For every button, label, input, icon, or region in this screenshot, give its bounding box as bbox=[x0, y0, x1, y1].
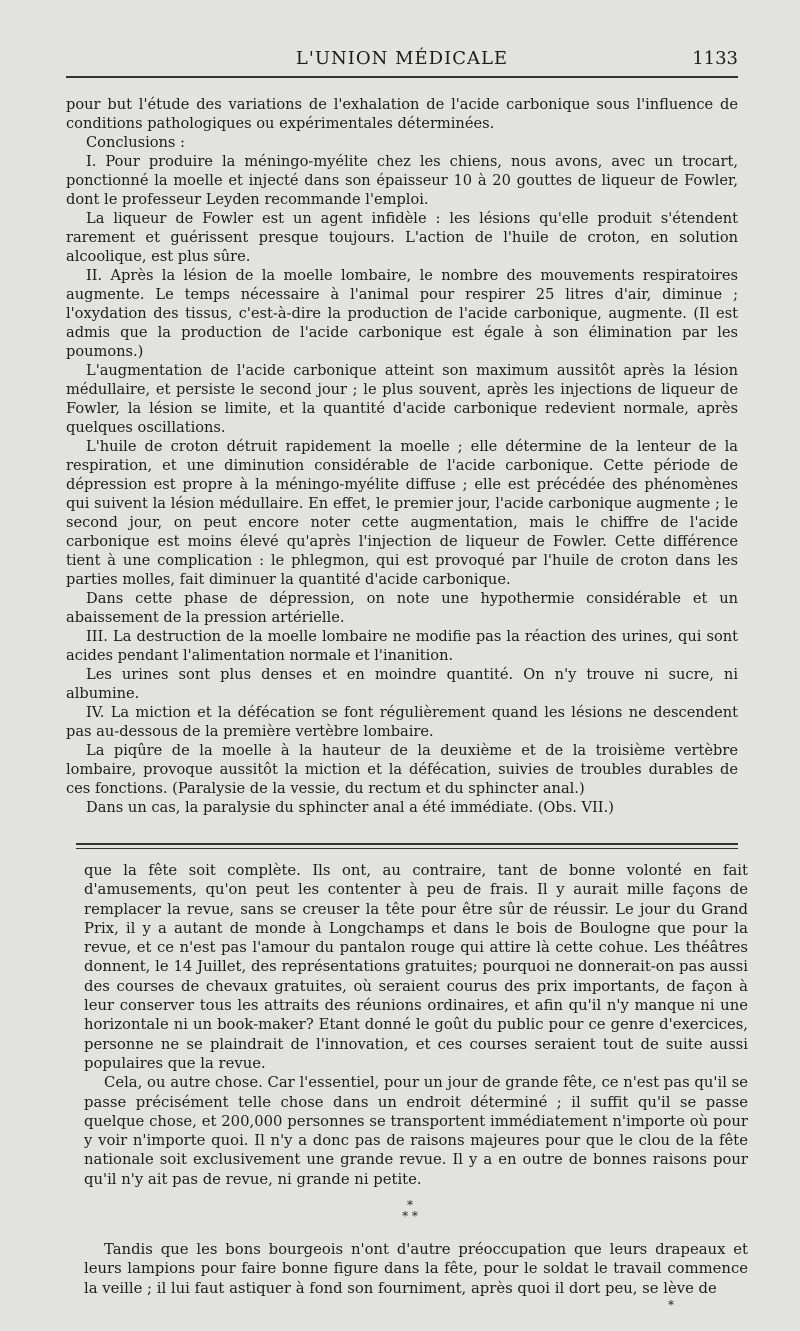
paragraph: III. La destruction de la moelle lombaire ne modifie pas la réaction des urines, qui sont acides pendant l'alimentation normale et l'inanition. bbox=[66, 628, 738, 664]
paragraph: pour but l'étude des variations de l'exhalation de l'acide carbonique sous l'influence de conditions pathologiques ou expérimentales déterminées. bbox=[66, 96, 738, 132]
paragraph: IV. La miction et la défécation se font régulièrement quand les lésions ne descendent pas au-dessous de la première vertèbre lombaire. bbox=[66, 704, 738, 740]
paragraph: que la fête soit complète. Ils ont, au contraire, tant de bonne volonté en fait d'amusements, qu'on peut les contenter à peu de frais. Il y aurait mille façons de remplacer la revue, sans se creuser la tête pour être sûr de réussir. Le jour du Grand Prix, il y a autant de monde à Longchamps et dans le bois de Boulogne que pour la revue, et ce n'est pas l'amour du pantalon rouge qui attire là cette cohue. Les théâtres donnent, le 14 Juillet, des représentations gratuites; pourquoi ne donnerait-on pas aussi des courses de chevaux gratuites, où seraient courus des prix importants, de façon à leur conserver tous les attraits des réunions ordinaires, et afin qu'il n'y manque ni une horizontale ni un book-maker? Etant donné le goût du public pour ce genre d'exercices, personne ne se plaindrait de l'innovation, et ces courses seraient tout de suite aussi populaires que la revue. bbox=[84, 862, 748, 1072]
paragraph: L'augmentation de l'acide carbonique atteint son maximum aussitôt après la lésion médullaire, et persiste le second jour ; le plus souvent, après les injections de liqueur de Fowler, la lésion se limite, et la quantité d'acide carbonique redevient normale, après quelques oscillations. bbox=[66, 362, 738, 436]
running-header bbox=[66, 46, 738, 72]
paragraph: La liqueur de Fowler est un agent infidèle : les lésions qu'elle produit s'étendent rarement et guérissent presque toujours. L'action de l'huile de croton, en solution alcoolique, est plus sûre. bbox=[66, 210, 738, 265]
paragraph: Cela, ou autre chose. Car l'essentiel, pour un jour de grande fête, ce n'est pas qu'il se passe précisément telle chose dans un endroit déterminé ; il suffit qu'il se passe quelque chose, et 200,000 personnes se transportent immédiatement n'importe où pour y voir n'importe quoi. Il n'y a donc pas de raisons majeures pour que le clou de la fête nationale soit exclusivement une grande revue. Il y a en outre de bonnes raisons pour qu'il n'y ait pas de revue, ni grande ni petite. bbox=[84, 1074, 748, 1188]
header-rule bbox=[66, 76, 738, 78]
signature-mark: * bbox=[668, 1298, 674, 1312]
feuilleton-continuation bbox=[84, 1240, 748, 1298]
paragraph: Dans un cas, la paralysie du sphincter anal a été immédiate. (Obs. VII.) bbox=[86, 799, 614, 816]
paragraph: I. Pour produire la méningo-myélite chez les chiens, nous avons, avec un trocart, ponctionné la moelle et injecté dans son épaisseur 10 à 20 gouttes de liqueur de Fowler, dont le professeur Leyden recommande l'emploi. bbox=[66, 153, 738, 208]
paragraph: Tandis que les bons bourgeois n'ont d'autre préoccupation que leurs drapeaux et leurs lampions pour faire bonne figure dans la fête, pour le soldat le travail commence la veille ; il lui faut astiquer à fond son fourniment, après quoi il dort peu, se lève de bbox=[84, 1241, 748, 1297]
article-body bbox=[66, 95, 738, 817]
paragraph: Les urines sont plus denses et en moindre quantité. On n'y trouve ni sucre, ni albumine. bbox=[66, 666, 738, 702]
paragraph: L'huile de croton détruit rapidement la moelle ; elle détermine de la lenteur de la respiration, et une diminution considérable de l'acide carbonique. Cette période de dépression est propre à la méningo-myélite diffuse ; elle est précédée des phénomènes qui suivent la lésion médullaire. En effet, le premier jour, l'acide carbonique augmente ; le second jour, on peut encore noter cette augmentation, mais le chiffre de l'acide carbonique est moins élevé qu'après l'injection de liqueur de Fowler. Cette différence tient à une complication : le phlegmon, qui est provoqué par l'huile de croton dans les parties molles, fait diminuer la quantité d'acide carbonique. bbox=[66, 438, 738, 588]
feuilleton-rule-thick bbox=[76, 843, 738, 845]
asterism-top: * bbox=[407, 1198, 413, 1212]
asterism bbox=[390, 1200, 430, 1230]
page-number: 1133 bbox=[692, 48, 738, 69]
feuilleton-rule-thin bbox=[76, 848, 738, 849]
paragraph: Conclusions : bbox=[86, 134, 185, 151]
paragraph: Dans cette phase de dépression, on note une hypothermie considérable et un abaissement de la pression artérielle. bbox=[66, 590, 738, 626]
journal-title: L'UNION MÉDICALE bbox=[295, 48, 509, 69]
feuilleton-body bbox=[84, 861, 748, 1189]
asterism-bottom: * * bbox=[402, 1209, 418, 1223]
paragraph: II. Après la lésion de la moelle lombaire, le nombre des mouvements respiratoires augmente. Le temps nécessaire à l'animal pour respirer 25 litres d'air, diminue ; l'oxydation des tissus, c'est-à-dire la production de l'acide carbonique, augmente. (Il est admis que la production de l'acide carbonique est égale à son élimination par les poumons.) bbox=[66, 267, 738, 360]
paragraph: La piqûre de la moelle à la hauteur de la deuxième et de la troisième vertèbre lombaire, provoque aussitôt la miction et la défécation, suivies de troubles durables de ces fonctions. (Paralysie de la vessie, du rectum et du sphincter anal.) bbox=[66, 742, 738, 797]
